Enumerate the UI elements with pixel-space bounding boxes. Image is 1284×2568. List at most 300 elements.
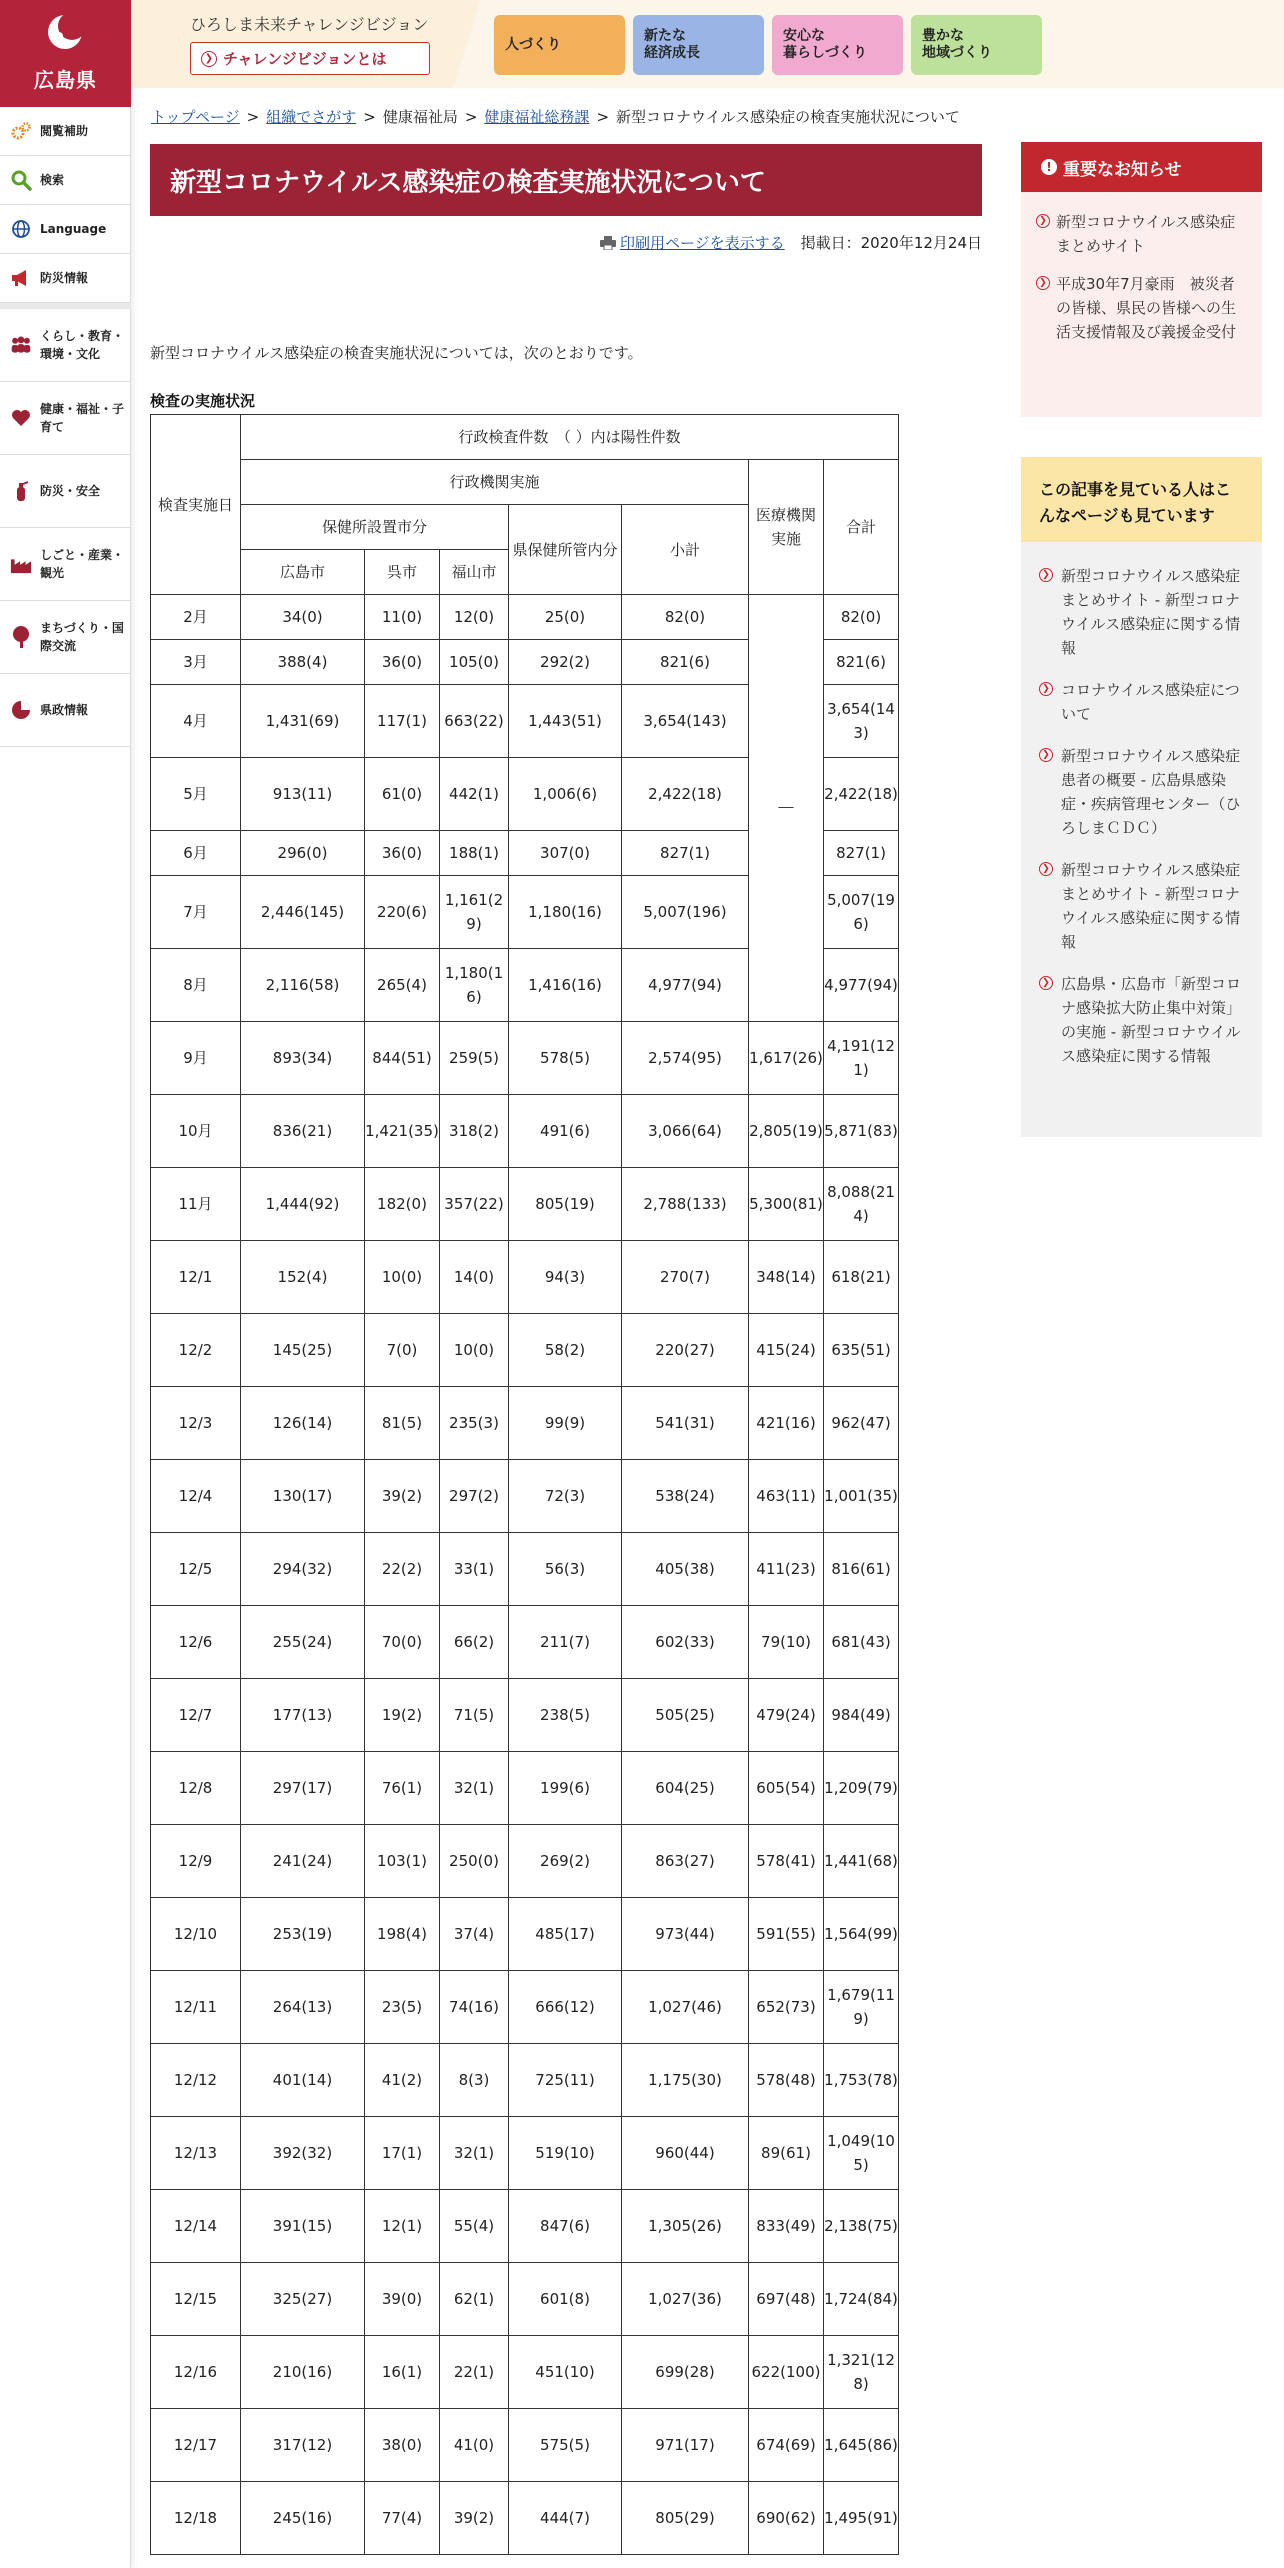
cell-kure: 220(6) xyxy=(365,876,440,949)
related-link[interactable]: 広島県・広島市「新型コロナ感染拡大防止集中対策」の実施 - 新型コロナウイルス感染症に関する情報 xyxy=(1061,975,1242,1065)
table-row xyxy=(151,2190,899,2263)
cell-subtotal: 505(25) xyxy=(622,1679,749,1752)
cell-fukuyama: 32(1) xyxy=(440,2117,509,2190)
cell-medical: 89(61) xyxy=(749,2117,824,2190)
cell-prefecture: 199(6) xyxy=(509,1752,622,1825)
category-living[interactable] xyxy=(772,15,903,75)
cell-kure: 182(0) xyxy=(365,1168,440,1241)
breadcrumb-separator: > xyxy=(596,108,610,126)
cell-total: 5,871(83) xyxy=(824,1095,899,1168)
cell-hiroshima: 392(32) xyxy=(241,2117,365,2190)
vision-button-label: チャレンジビジョンとは xyxy=(223,50,387,68)
prefecture-logo[interactable] xyxy=(0,0,131,107)
sidebar-item-search[interactable] xyxy=(0,156,131,205)
cell-fukuyama: 66(2) xyxy=(440,1606,509,1679)
cell-fukuyama: 10(0) xyxy=(440,1314,509,1387)
table-row xyxy=(151,1460,899,1533)
testing-status-table xyxy=(150,414,899,2555)
cell-subtotal: 699(28) xyxy=(622,2336,749,2409)
cell-fukuyama: 62(1) xyxy=(440,2263,509,2336)
cell-date: 12/7 xyxy=(151,1679,241,1752)
cell-fukuyama: 250(0) xyxy=(440,1825,509,1898)
cell-total: 821(6) xyxy=(824,640,899,685)
cell-fukuyama: 1,180(16) xyxy=(440,949,509,1022)
header-admin-total: 行政検査件数 （ ）内は陽性件数 xyxy=(241,415,899,460)
table-row xyxy=(151,1168,899,1241)
table-row xyxy=(151,1752,899,1825)
cell-hiroshima: 145(25) xyxy=(241,1314,365,1387)
cell-fukuyama: 71(5) xyxy=(440,1679,509,1752)
related-link[interactable]: 新型コロナウイルス感染症 まとめサイト - 新型コロナウイルス感染症に関する情報 xyxy=(1061,567,1241,657)
table-row xyxy=(151,2336,899,2409)
sidebar-item-disaster-info[interactable] xyxy=(0,254,131,303)
header-hiroshima: 広島市 xyxy=(241,550,365,595)
cell-date: 6月 xyxy=(151,831,241,876)
cell-fukuyama: 235(3) xyxy=(440,1387,509,1460)
cell-fukuyama: 39(2) xyxy=(440,2482,509,2555)
cell-subtotal: 270(7) xyxy=(622,1241,749,1314)
related-link[interactable]: コロナウイルス感染症について xyxy=(1061,681,1240,723)
cell-fukuyama: 8(3) xyxy=(440,2044,509,2117)
cell-kure: 23(5) xyxy=(365,1971,440,2044)
sidebar-item-label: まちづくり・国際交流 xyxy=(40,621,124,653)
table-row xyxy=(151,1241,899,1314)
cell-total: 8,088(214) xyxy=(824,1168,899,1241)
cell-kure: 22(2) xyxy=(365,1533,440,1606)
cell-total: 4,977(94) xyxy=(824,949,899,1022)
cell-date: 2月 xyxy=(151,595,241,640)
cell-date: 9月 xyxy=(151,1022,241,1095)
people-icon xyxy=(10,334,32,356)
fire-extinguisher-icon xyxy=(10,480,32,502)
cell-subtotal: 4,977(94) xyxy=(622,949,749,1022)
cell-medical: 674(69) xyxy=(749,2409,824,2482)
cell-hiroshima: 1,431(69) xyxy=(241,685,365,758)
cell-prefecture: 1,180(16) xyxy=(509,876,622,949)
table-row xyxy=(151,1679,899,1752)
cell-date: 12/1 xyxy=(151,1241,241,1314)
cell-hiroshima: 241(24) xyxy=(241,1825,365,1898)
chevron-right-icon: ❯ xyxy=(201,51,217,67)
cell-fukuyama: 32(1) xyxy=(440,1752,509,1825)
cell-hiroshima: 913(11) xyxy=(241,758,365,831)
cell-total: 984(49) xyxy=(824,1679,899,1752)
cell-subtotal: 541(31) xyxy=(622,1387,749,1460)
related-pages-panel xyxy=(1021,457,1262,1137)
cell-medical: 591(55) xyxy=(749,1898,824,1971)
category-label: 安心な xyxy=(783,28,825,45)
cell-kure: 39(2) xyxy=(365,1460,440,1533)
cell-total: 1,441(68) xyxy=(824,1825,899,1898)
cell-date: 3月 xyxy=(151,640,241,685)
cell-kure: 844(51) xyxy=(365,1022,440,1095)
cell-total: 82(0) xyxy=(824,595,899,640)
cell-hiroshima: 893(34) xyxy=(241,1022,365,1095)
cell-medical-none: － xyxy=(749,595,824,1022)
table-row xyxy=(151,1971,899,2044)
page-title: 新型コロナウイルス感染症の検査実施状況について xyxy=(150,144,982,216)
cell-date: 12/16 xyxy=(151,2336,241,2409)
category-label: 暮らしづくり xyxy=(783,45,867,61)
cell-prefecture: 292(2) xyxy=(509,640,622,685)
cell-medical: 690(62) xyxy=(749,2482,824,2555)
table-row xyxy=(151,1387,899,1460)
cell-hiroshima: 255(24) xyxy=(241,1606,365,1679)
breadcrumb-item-bureau: 健康福祉局 xyxy=(382,108,458,126)
tree-icon xyxy=(10,626,32,648)
cell-prefecture: 601(8) xyxy=(509,2263,622,2336)
related-item[interactable] xyxy=(1039,858,1244,954)
cell-date: 12/12 xyxy=(151,2044,241,2117)
cell-fukuyama: 33(1) xyxy=(440,1533,509,1606)
cell-total: 1,001(35) xyxy=(824,1460,899,1533)
category-label: 経済成長 xyxy=(644,45,700,61)
cell-fukuyama: 188(1) xyxy=(440,831,509,876)
cell-kure: 12(1) xyxy=(365,2190,440,2263)
header-admin-org: 行政機関実施 xyxy=(241,460,749,505)
cell-subtotal: 960(44) xyxy=(622,2117,749,2190)
cell-fukuyama: 41(0) xyxy=(440,2409,509,2482)
category-label: 人づくり xyxy=(505,36,561,53)
chevron-right-icon: ❯ xyxy=(1039,862,1053,876)
cell-prefecture: 444(7) xyxy=(509,2482,622,2555)
table-row xyxy=(151,595,899,640)
vision-button[interactable] xyxy=(190,42,430,75)
cell-kure: 1,421(35) xyxy=(365,1095,440,1168)
category-label: 豊かな xyxy=(922,28,964,45)
notice-item[interactable] xyxy=(1036,210,1247,258)
cell-date: 12/14 xyxy=(151,2190,241,2263)
breadcrumb-current: 新型コロナウイルス感染症の検査実施状況について xyxy=(616,108,960,126)
cell-date: 12/3 xyxy=(151,1387,241,1460)
cell-medical: 578(48) xyxy=(749,2044,824,2117)
cell-prefecture: 211(7) xyxy=(509,1606,622,1679)
cell-subtotal: 1,027(46) xyxy=(622,1971,749,2044)
cell-date: 12/18 xyxy=(151,2482,241,2555)
crescent-logo-icon xyxy=(45,12,85,52)
cell-subtotal: 863(27) xyxy=(622,1825,749,1898)
cell-medical: 411(23) xyxy=(749,1533,824,1606)
cell-subtotal: 405(38) xyxy=(622,1533,749,1606)
cell-subtotal: 2,422(18) xyxy=(622,758,749,831)
cell-kure: 103(1) xyxy=(365,1825,440,1898)
cell-total: 816(61) xyxy=(824,1533,899,1606)
cell-fukuyama: 442(1) xyxy=(440,758,509,831)
cell-prefecture: 666(12) xyxy=(509,1971,622,2044)
cell-prefecture: 238(5) xyxy=(509,1679,622,1752)
header-prefecture: 県保健所管内分 xyxy=(509,505,622,595)
gears-icon xyxy=(10,120,32,142)
header-fukuyama: 福山市 xyxy=(440,550,509,595)
cell-medical: 697(48) xyxy=(749,2263,824,2336)
cell-kure: 76(1) xyxy=(365,1752,440,1825)
breadcrumb-separator: > xyxy=(246,108,260,126)
chevron-right-icon: ❯ xyxy=(1036,214,1050,228)
cell-kure: 41(2) xyxy=(365,2044,440,2117)
cell-kure: 16(1) xyxy=(365,2336,440,2409)
related-title: この記事を見ている人はこんなページも見ています xyxy=(1021,457,1262,542)
breadcrumb-link-division[interactable]: 健康福祉総務課 xyxy=(484,108,590,126)
cell-date: 4月 xyxy=(151,685,241,758)
cell-prefecture: 1,006(6) xyxy=(509,758,622,831)
cell-total: 1,724(84) xyxy=(824,2263,899,2336)
notice-link[interactable]: 新型コロナウイルス感染症 まとめサイト xyxy=(1056,213,1236,255)
print-link[interactable]: 印刷用ページを表示する xyxy=(619,234,785,252)
cell-date: 12/9 xyxy=(151,1825,241,1898)
cell-hiroshima: 297(17) xyxy=(241,1752,365,1825)
cell-hiroshima: 325(27) xyxy=(241,2263,365,2336)
cell-date: 7月 xyxy=(151,876,241,949)
cell-date: 12/2 xyxy=(151,1314,241,1387)
related-list xyxy=(1021,542,1262,1068)
section-heading: 検査の実施状況 xyxy=(150,392,256,410)
cell-fukuyama: 74(16) xyxy=(440,1971,509,2044)
sidebar-item-label: 県政情報 xyxy=(40,703,89,717)
megaphone-icon xyxy=(10,267,32,289)
header-date: 検査実施日 xyxy=(151,415,241,595)
cell-subtotal: 3,654(143) xyxy=(622,685,749,758)
cell-kure: 36(0) xyxy=(365,640,440,685)
table-row xyxy=(151,1533,899,1606)
cell-medical: 652(73) xyxy=(749,1971,824,2044)
category-region[interactable] xyxy=(911,15,1042,75)
cell-date: 12/17 xyxy=(151,2409,241,2482)
cell-fukuyama: 12(0) xyxy=(440,595,509,640)
cell-prefecture: 725(11) xyxy=(509,2044,622,2117)
cell-date: 8月 xyxy=(151,949,241,1022)
cell-medical: 415(24) xyxy=(749,1314,824,1387)
cell-total: 1,209(79) xyxy=(824,1752,899,1825)
cell-kure: 7(0) xyxy=(365,1314,440,1387)
cell-prefecture: 56(3) xyxy=(509,1533,622,1606)
sidebar-item-language[interactable] xyxy=(0,205,131,254)
sidebar xyxy=(0,0,131,2568)
cell-prefecture: 805(19) xyxy=(509,1168,622,1241)
sidebar-item-life[interactable] xyxy=(0,309,131,382)
cell-subtotal: 604(25) xyxy=(622,1752,749,1825)
cell-kure: 10(0) xyxy=(365,1241,440,1314)
vision-title: ひろしま未来チャレンジビジョン xyxy=(190,15,429,34)
cell-fukuyama: 318(2) xyxy=(440,1095,509,1168)
cell-date: 12/10 xyxy=(151,1898,241,1971)
breadcrumb-link-top[interactable]: トップページ xyxy=(151,108,240,126)
cell-kure: 265(4) xyxy=(365,949,440,1022)
cell-total: 1,321(128) xyxy=(824,2336,899,2409)
cell-fukuyama: 22(1) xyxy=(440,2336,509,2409)
cell-medical: 578(41) xyxy=(749,1825,824,1898)
table-row xyxy=(151,1898,899,1971)
cell-subtotal: 5,007(196) xyxy=(622,876,749,949)
cell-subtotal: 1,305(26) xyxy=(622,2190,749,2263)
cell-total: 681(43) xyxy=(824,1606,899,1679)
cell-kure: 17(1) xyxy=(365,2117,440,2190)
cell-medical: 1,617(26) xyxy=(749,1022,824,1095)
related-link[interactable]: 新型コロナウイルス感染症 まとめサイト - 新型コロナウイルス感染症に関する情報 xyxy=(1061,861,1241,951)
cell-subtotal: 1,175(30) xyxy=(622,2044,749,2117)
page-meta xyxy=(584,232,982,253)
cell-hiroshima: 253(19) xyxy=(241,1898,365,1971)
cell-total: 2,422(18) xyxy=(824,758,899,831)
cell-hiroshima: 401(14) xyxy=(241,2044,365,2117)
sidebar-item-label: 検索 xyxy=(40,173,65,187)
cell-prefecture: 94(3) xyxy=(509,1241,622,1314)
related-link[interactable]: 新型コロナウイルス感染症患者の概要 - 広島県感染症・疾病管理センター（ひろしまＣＤＣ） xyxy=(1061,747,1241,837)
cell-subtotal: 827(1) xyxy=(622,831,749,876)
cell-medical: 79(10) xyxy=(749,1606,824,1679)
cell-total: 1,645(86) xyxy=(824,2409,899,2482)
important-notice-panel xyxy=(1021,142,1262,417)
cell-hiroshima: 2,446(145) xyxy=(241,876,365,949)
cell-kure: 77(4) xyxy=(365,2482,440,2555)
cell-subtotal: 973(44) xyxy=(622,1898,749,1971)
header-kure: 呉市 xyxy=(365,550,440,595)
cell-kure: 81(5) xyxy=(365,1387,440,1460)
cell-prefecture: 25(0) xyxy=(509,595,622,640)
cell-subtotal: 1,027(36) xyxy=(622,2263,749,2336)
cell-date: 10月 xyxy=(151,1095,241,1168)
cell-subtotal: 3,066(64) xyxy=(622,1095,749,1168)
chevron-right-icon: ❯ xyxy=(1039,682,1053,696)
related-item[interactable] xyxy=(1039,564,1244,660)
cell-hiroshima: 1,444(92) xyxy=(241,1168,365,1241)
sidebar-item-safety[interactable] xyxy=(0,455,131,528)
sidebar-item-town[interactable] xyxy=(0,601,131,674)
header-health-center-cities: 保健所設置市分 xyxy=(241,505,509,550)
cell-hiroshima: 388(4) xyxy=(241,640,365,685)
cell-total: 3,654(143) xyxy=(824,685,899,758)
cell-hiroshima: 317(12) xyxy=(241,2409,365,2482)
cell-hiroshima: 245(16) xyxy=(241,2482,365,2555)
table-body xyxy=(151,595,899,2555)
cell-total: 962(47) xyxy=(824,1387,899,1460)
cell-prefecture: 1,443(51) xyxy=(509,685,622,758)
cell-prefecture: 307(0) xyxy=(509,831,622,876)
sidebar-item-health[interactable] xyxy=(0,382,131,455)
sidebar-item-accessibility[interactable] xyxy=(0,107,131,156)
table-row xyxy=(151,2117,899,2190)
cell-date: 12/4 xyxy=(151,1460,241,1533)
cell-total: 1,049(105) xyxy=(824,2117,899,2190)
cell-hiroshima: 152(4) xyxy=(241,1241,365,1314)
related-item[interactable] xyxy=(1039,972,1244,1068)
printer-icon xyxy=(600,236,616,250)
cell-total: 1,753(78) xyxy=(824,2044,899,2117)
cell-date: 12/8 xyxy=(151,1752,241,1825)
cell-total: 1,679(119) xyxy=(824,1971,899,2044)
cell-medical: 2,805(19) xyxy=(749,1095,824,1168)
factory-icon xyxy=(10,553,32,575)
cell-kure: 19(2) xyxy=(365,1679,440,1752)
sidebar-item-label: 閲覧補助 xyxy=(40,124,89,138)
notice-title: 重要なお知らせ xyxy=(1063,159,1182,180)
cell-prefecture: 575(5) xyxy=(509,2409,622,2482)
cell-prefecture: 519(10) xyxy=(509,2117,622,2190)
cell-hiroshima: 836(21) xyxy=(241,1095,365,1168)
sidebar-item-work[interactable] xyxy=(0,528,131,601)
search-icon xyxy=(10,169,32,191)
cell-date: 12/6 xyxy=(151,1606,241,1679)
cell-date: 12/5 xyxy=(151,1533,241,1606)
cell-prefecture: 58(2) xyxy=(509,1314,622,1387)
sidebar-item-label: 健康・福祉・子育て xyxy=(40,402,125,434)
cell-subtotal: 82(0) xyxy=(622,595,749,640)
cell-kure: 198(4) xyxy=(365,1898,440,1971)
cell-hiroshima: 34(0) xyxy=(241,595,365,640)
cell-total: 1,495(91) xyxy=(824,2482,899,2555)
cell-date: 5月 xyxy=(151,758,241,831)
cell-date: 11月 xyxy=(151,1168,241,1241)
cell-medical: 479(24) xyxy=(749,1679,824,1752)
cell-fukuyama: 357(22) xyxy=(440,1168,509,1241)
cell-fukuyama: 663(22) xyxy=(440,685,509,758)
breadcrumb-link-organization[interactable]: 組織でさがす xyxy=(266,108,357,126)
cell-medical: 348(14) xyxy=(749,1241,824,1314)
cell-total: 2,138(75) xyxy=(824,2190,899,2263)
cell-prefecture: 485(17) xyxy=(509,1898,622,1971)
table-row xyxy=(151,1606,899,1679)
cell-total: 618(21) xyxy=(824,1241,899,1314)
cell-fukuyama: 259(5) xyxy=(440,1022,509,1095)
cell-fukuyama: 37(4) xyxy=(440,1898,509,1971)
header-total: 合計 xyxy=(824,460,899,595)
cell-subtotal: 538(24) xyxy=(622,1460,749,1533)
cell-total: 1,564(99) xyxy=(824,1898,899,1971)
table-row xyxy=(151,2263,899,2336)
cell-hiroshima: 126(14) xyxy=(241,1387,365,1460)
notice-item[interactable] xyxy=(1036,272,1247,344)
cell-medical: 833(49) xyxy=(749,2190,824,2263)
cell-fukuyama: 297(2) xyxy=(440,1460,509,1533)
cell-medical: 421(16) xyxy=(749,1387,824,1460)
cell-prefecture: 269(2) xyxy=(509,1825,622,1898)
cell-kure: 117(1) xyxy=(365,685,440,758)
table-row xyxy=(151,2044,899,2117)
sidebar-item-label: 防災・安全 xyxy=(40,484,101,498)
cell-date: 12/15 xyxy=(151,2263,241,2336)
cell-hiroshima: 210(16) xyxy=(241,2336,365,2409)
header-medical: 医療機関実施 xyxy=(749,460,824,595)
category-economy[interactable] xyxy=(633,15,764,75)
notice-header xyxy=(1021,142,1262,192)
cell-fukuyama: 105(0) xyxy=(440,640,509,685)
sidebar-item-label: 防災情報 xyxy=(40,271,89,285)
intro-text: 新型コロナウイルス感染症の検査実施状況については，次のとおりです。 xyxy=(150,344,643,362)
category-hitozukuri[interactable] xyxy=(494,15,625,75)
related-item[interactable] xyxy=(1039,678,1244,726)
cell-subtotal: 821(6) xyxy=(622,640,749,685)
related-item[interactable] xyxy=(1039,744,1244,840)
table-row xyxy=(151,1022,899,1095)
notice-link[interactable]: 平成30年7月豪雨 被災者の皆様、県民の皆様への生活支援情報及び義援金受付 xyxy=(1056,275,1237,341)
chevron-right-icon: ❯ xyxy=(1039,568,1053,582)
sidebar-item-government[interactable] xyxy=(0,674,131,747)
category-label: 地域づくり xyxy=(922,45,992,61)
table-row xyxy=(151,1095,899,1168)
cell-hiroshima: 130(17) xyxy=(241,1460,365,1533)
heart-icon xyxy=(10,407,32,429)
cell-medical: 622(100) xyxy=(749,2336,824,2409)
cell-subtotal: 2,788(133) xyxy=(622,1168,749,1241)
cell-subtotal: 602(33) xyxy=(622,1606,749,1679)
table-row xyxy=(151,2409,899,2482)
cell-date: 12/13 xyxy=(151,2117,241,2190)
cell-fukuyama: 1,161(29) xyxy=(440,876,509,949)
cell-prefecture: 491(6) xyxy=(509,1095,622,1168)
chevron-right-icon: ❯ xyxy=(1039,976,1053,990)
breadcrumb-separator: > xyxy=(363,108,376,126)
table-row xyxy=(151,1825,899,1898)
cell-medical: 463(11) xyxy=(749,1460,824,1533)
